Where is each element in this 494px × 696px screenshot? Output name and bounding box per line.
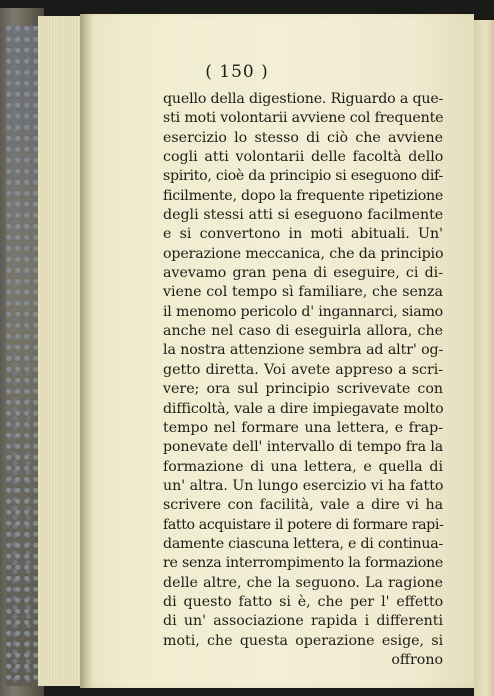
text-line: damente ciascuna lettera, e di continua-	[163, 535, 443, 552]
page-edges	[38, 16, 81, 686]
page-number: ( 150 )	[205, 62, 269, 82]
text-line: il menomo pericolo d' ingannarci, siamo	[163, 303, 443, 320]
text-line: scrivere con facilità, vale a dire vi ha	[163, 497, 444, 514]
text-line: avevamo gran pena di eseguire, ci di-	[163, 265, 443, 282]
text-line: getto diretta. Voi avete appreso a scri-	[163, 361, 444, 378]
text-line: e si convertono in moti abituali. Un'	[163, 226, 443, 243]
text-line: difficoltà, vale a dire impiegavate molto	[163, 400, 444, 417]
text-line: di un' associazione rapida i differenti	[163, 613, 443, 630]
text-line: anche nel caso di eseguirla allora, che	[163, 323, 443, 340]
text-line: sti moti volontarii avviene col frequente	[163, 110, 444, 127]
marbled-board	[6, 26, 42, 686]
text-line: moti, che questa operazione esige, si	[163, 632, 444, 649]
text-line: cogli atti volontarii delle facoltà dello	[163, 149, 444, 166]
text-line: ficilmente, dopo la frequente ripetizione	[163, 187, 444, 204]
body-text	[163, 90, 443, 670]
text-line: re senza interrompimento la formazione	[163, 555, 443, 572]
text-line: un' altra. Un lungo esercizio vi ha fatto	[163, 477, 444, 494]
text-line: quello della digestione. Riguardo a que-	[163, 91, 444, 107]
text-line: viene col tempo sì familiare, che senza	[163, 284, 443, 301]
text-line: vere; ora sul principio scrivevate con	[163, 381, 443, 398]
text-line: fatto acquistare il potere di formare rapi-	[163, 516, 444, 533]
text-line: la nostra attenzione sembra ad altr' og-	[163, 342, 444, 359]
text-line: delle altre, che la seguono. La ragione	[163, 574, 444, 591]
facing-leaf	[474, 20, 494, 696]
gutter-shadow	[80, 14, 94, 688]
text-line: spirito, cioè da principio si eseguono dif-	[163, 168, 443, 185]
text-line: esercizio lo stesso di ciò che avviene	[163, 129, 443, 146]
catchword: offrono	[391, 651, 443, 668]
text-line: tempo nel formare una lettera, e frap-	[163, 419, 443, 436]
text-line: di questo fatto si è, che per l' effetto	[163, 593, 444, 610]
text-line: ponevate dell' intervallo di tempo fra la	[163, 439, 444, 456]
text-line: degli stessi atti si eseguono facilmente	[163, 207, 444, 224]
text-line: formazione di una lettera, e quella di	[163, 458, 443, 475]
text-line: operazione meccanica, che da principio	[163, 245, 444, 262]
